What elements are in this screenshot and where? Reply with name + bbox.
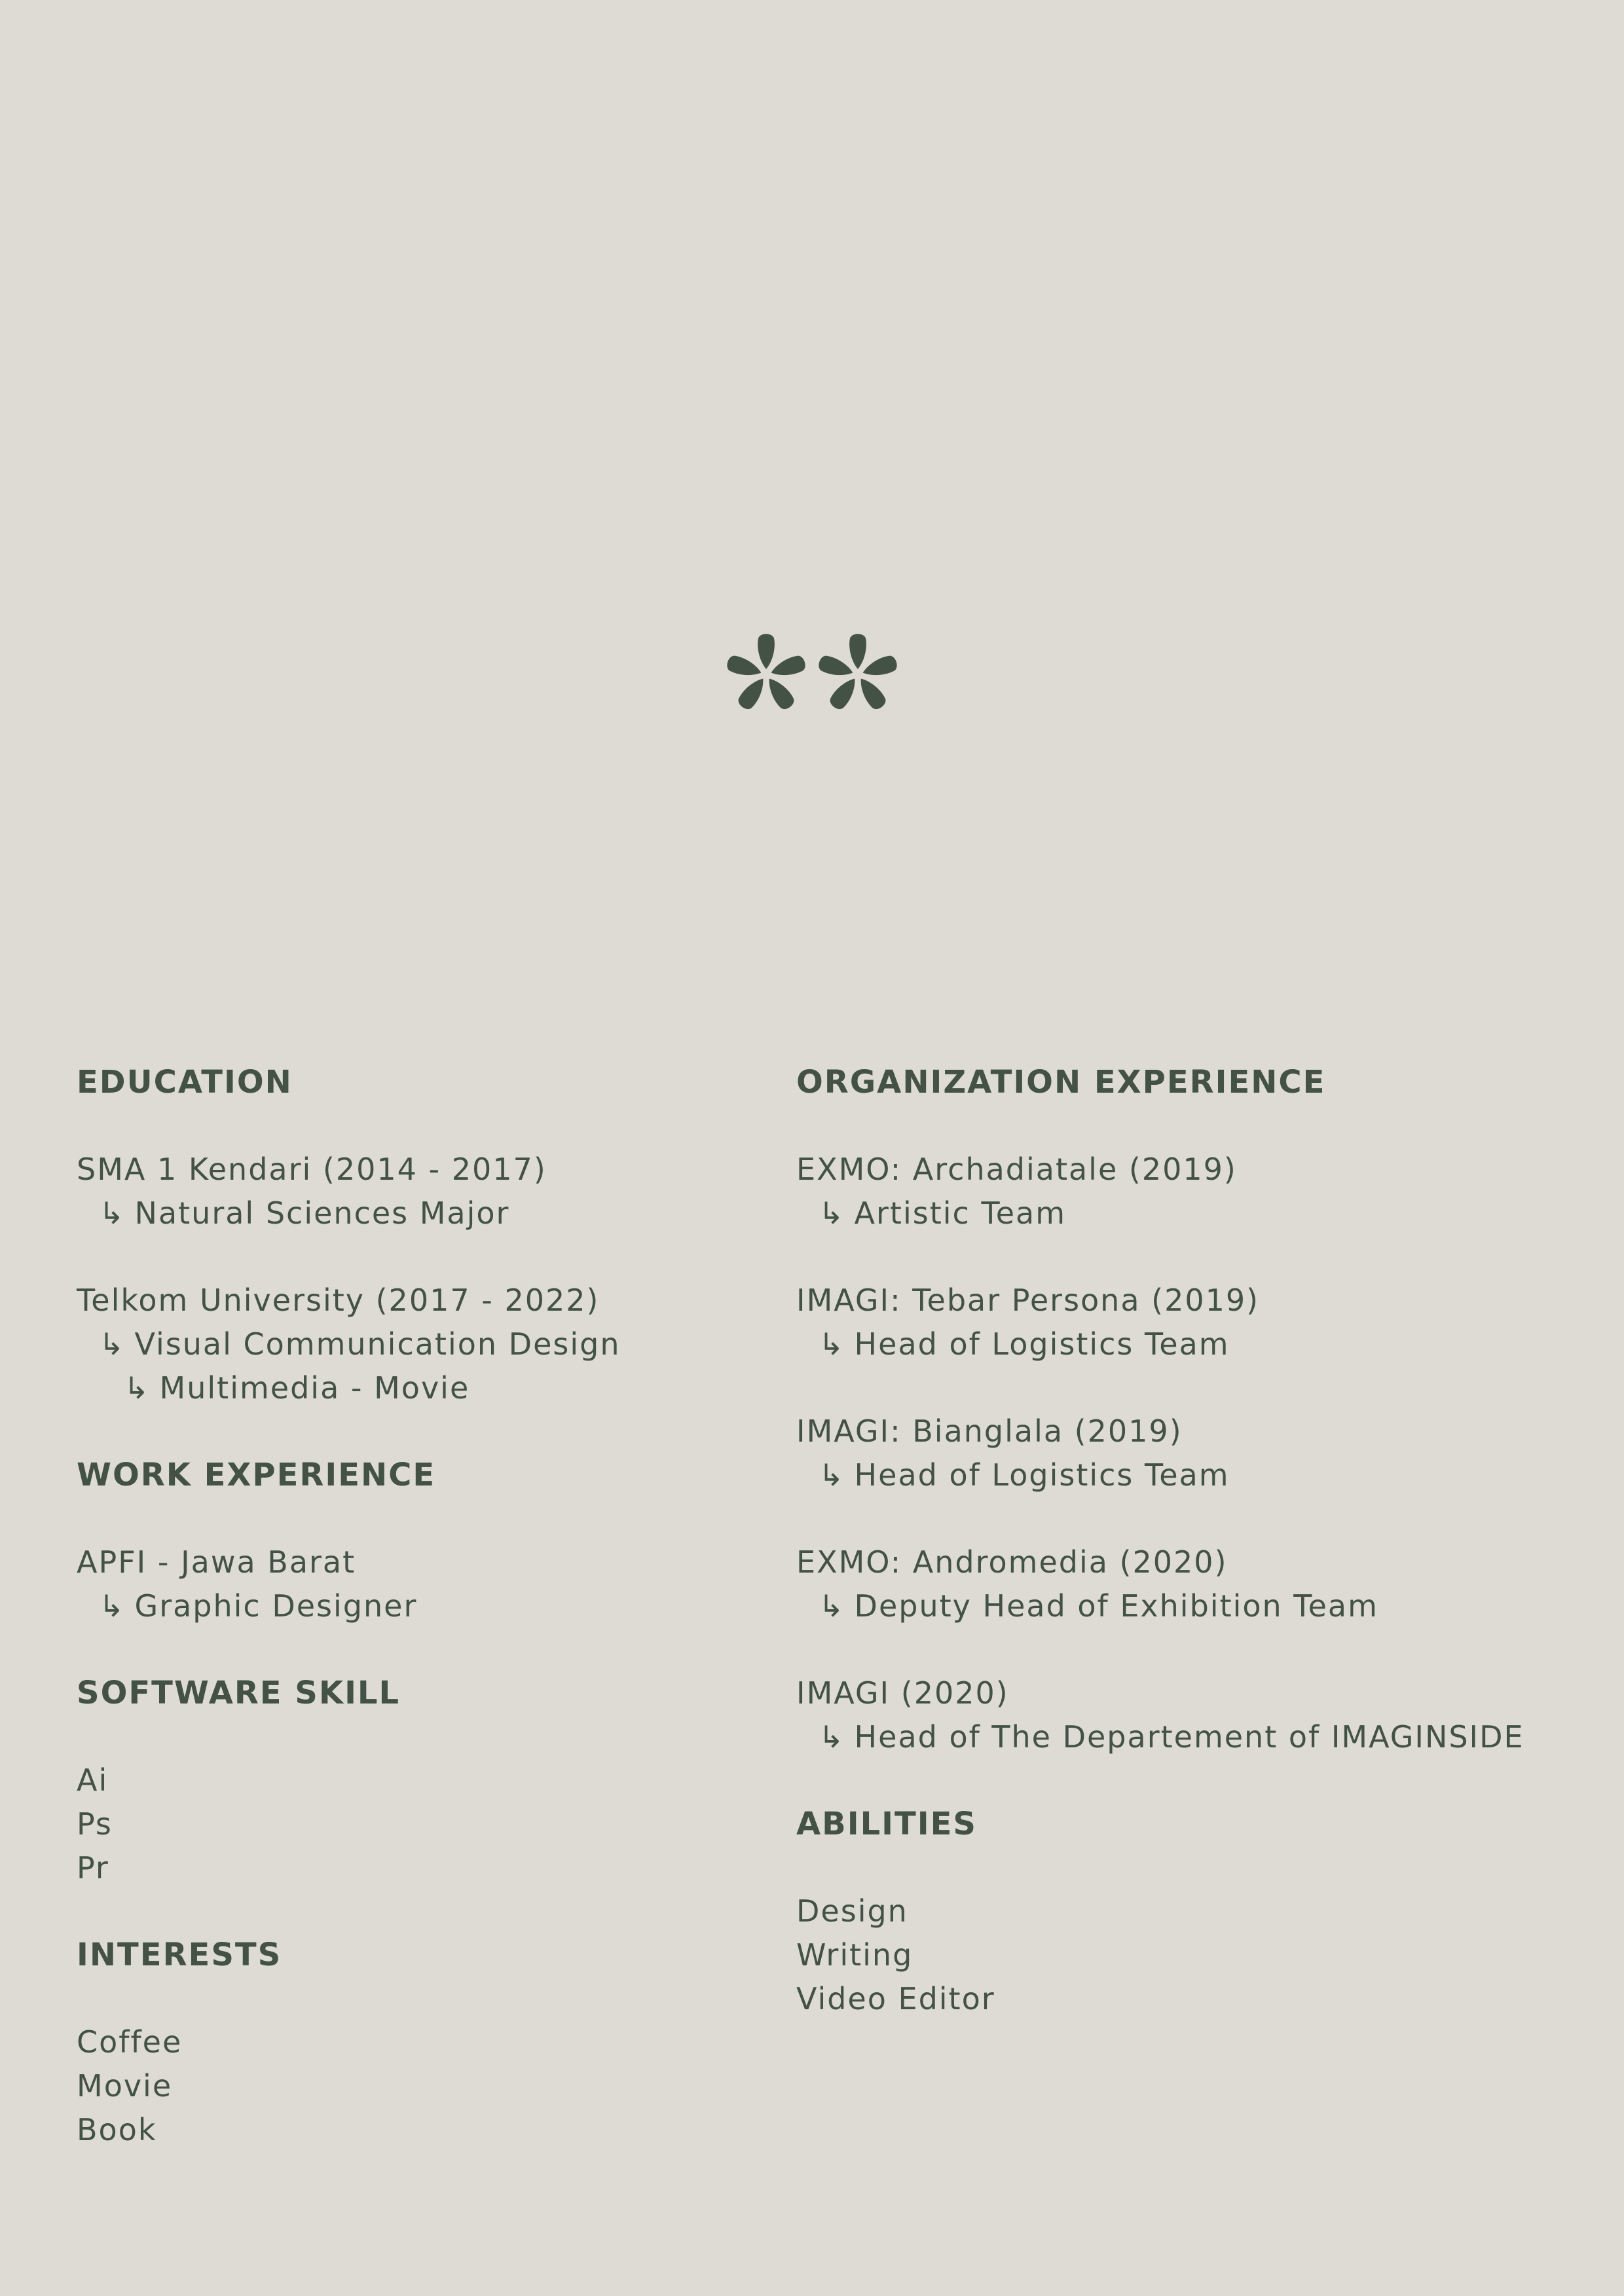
organization-entry bbox=[796, 1279, 1608, 1366]
return-arrow-icon: ↳ bbox=[819, 1195, 845, 1231]
interest-item: Movie bbox=[77, 2068, 173, 2104]
organization-entry bbox=[796, 1540, 1608, 1628]
return-arrow-icon: ↳ bbox=[819, 1588, 845, 1624]
education-section bbox=[77, 1061, 731, 1410]
abilities-section bbox=[796, 1802, 1608, 2021]
education-entry bbox=[77, 1279, 731, 1410]
flower-decoration bbox=[720, 632, 904, 717]
interests-heading: INTERESTS bbox=[77, 1937, 282, 1973]
entry-detail: ↳ Deputy Head of Exhibition Team bbox=[819, 1588, 1378, 1624]
abilities-heading: ABILITIES bbox=[796, 1806, 977, 1842]
entry-title: IMAGI: Bianglala (2019) bbox=[796, 1413, 1183, 1449]
return-arrow-icon: ↳ bbox=[99, 1588, 126, 1624]
entry-detail: ↳ Head of The Departement of IMAGINSIDE bbox=[819, 1719, 1524, 1755]
two-flowers-icon bbox=[720, 632, 904, 717]
entry-detail: ↳ Visual Communication Design bbox=[99, 1326, 621, 1362]
organization-experience-heading: ORGANIZATION EXPERIENCE bbox=[796, 1064, 1326, 1101]
left-column bbox=[77, 1061, 731, 2195]
ability-item: Design bbox=[796, 1893, 908, 1929]
return-arrow-icon: ↳ bbox=[99, 1195, 126, 1231]
education-entry bbox=[77, 1148, 731, 1235]
ability-item: Video Editor bbox=[796, 1981, 995, 2016]
entry-subdetail: ↳ Multimedia - Movie bbox=[124, 1370, 470, 1406]
entry-title: EXMO: Archadiatale (2019) bbox=[796, 1152, 1237, 1187]
organization-experience-section bbox=[796, 1061, 1608, 1759]
entry-title: IMAGI: Tebar Persona (2019) bbox=[796, 1283, 1260, 1318]
entry-title: APFI - Jawa Barat bbox=[77, 1544, 356, 1580]
interests-section bbox=[77, 1933, 731, 2152]
software-skill-section bbox=[77, 1671, 731, 1890]
skill-item: Pr bbox=[77, 1850, 109, 1886]
entry-detail: ↳ Artistic Team bbox=[819, 1195, 1067, 1231]
right-column bbox=[796, 1061, 1608, 2064]
entry-detail: ↳ Graphic Designer bbox=[99, 1588, 418, 1624]
flower-icon bbox=[725, 634, 807, 712]
interest-item: Coffee bbox=[77, 2024, 183, 2060]
return-arrow-icon: ↳ bbox=[819, 1719, 845, 1755]
return-arrow-icon: ↳ bbox=[99, 1326, 126, 1362]
entry-title: SMA 1 Kendari (2014 - 2017) bbox=[77, 1152, 547, 1187]
entry-title: EXMO: Andromedia (2020) bbox=[796, 1544, 1228, 1580]
entry-detail: ↳ Natural Sciences Major bbox=[99, 1195, 510, 1231]
skill-item: Ai bbox=[77, 1762, 109, 1798]
flower-icon bbox=[817, 634, 898, 712]
ability-item: Writing bbox=[796, 1937, 913, 1973]
interest-item: Book bbox=[77, 2112, 157, 2147]
entry-title: IMAGI (2020) bbox=[796, 1675, 1009, 1711]
entry-title: Telkom University (2017 - 2022) bbox=[77, 1283, 600, 1318]
return-arrow-icon: ↳ bbox=[124, 1370, 151, 1406]
return-arrow-icon: ↳ bbox=[819, 1326, 845, 1362]
entry-detail: ↳ Head of Logistics Team bbox=[819, 1326, 1230, 1362]
organization-entry bbox=[796, 1671, 1608, 1759]
work-entry bbox=[77, 1540, 731, 1628]
education-heading: EDUCATION bbox=[77, 1064, 293, 1101]
organization-entry bbox=[796, 1410, 1608, 1497]
skill-item: Ps bbox=[77, 1806, 113, 1842]
return-arrow-icon: ↳ bbox=[819, 1457, 845, 1493]
organization-entry bbox=[796, 1148, 1608, 1235]
work-experience-section bbox=[77, 1453, 731, 1628]
entry-detail: ↳ Head of Logistics Team bbox=[819, 1457, 1230, 1493]
work-experience-heading: WORK EXPERIENCE bbox=[77, 1457, 436, 1493]
software-skill-heading: SOFTWARE SKILL bbox=[77, 1675, 401, 1711]
